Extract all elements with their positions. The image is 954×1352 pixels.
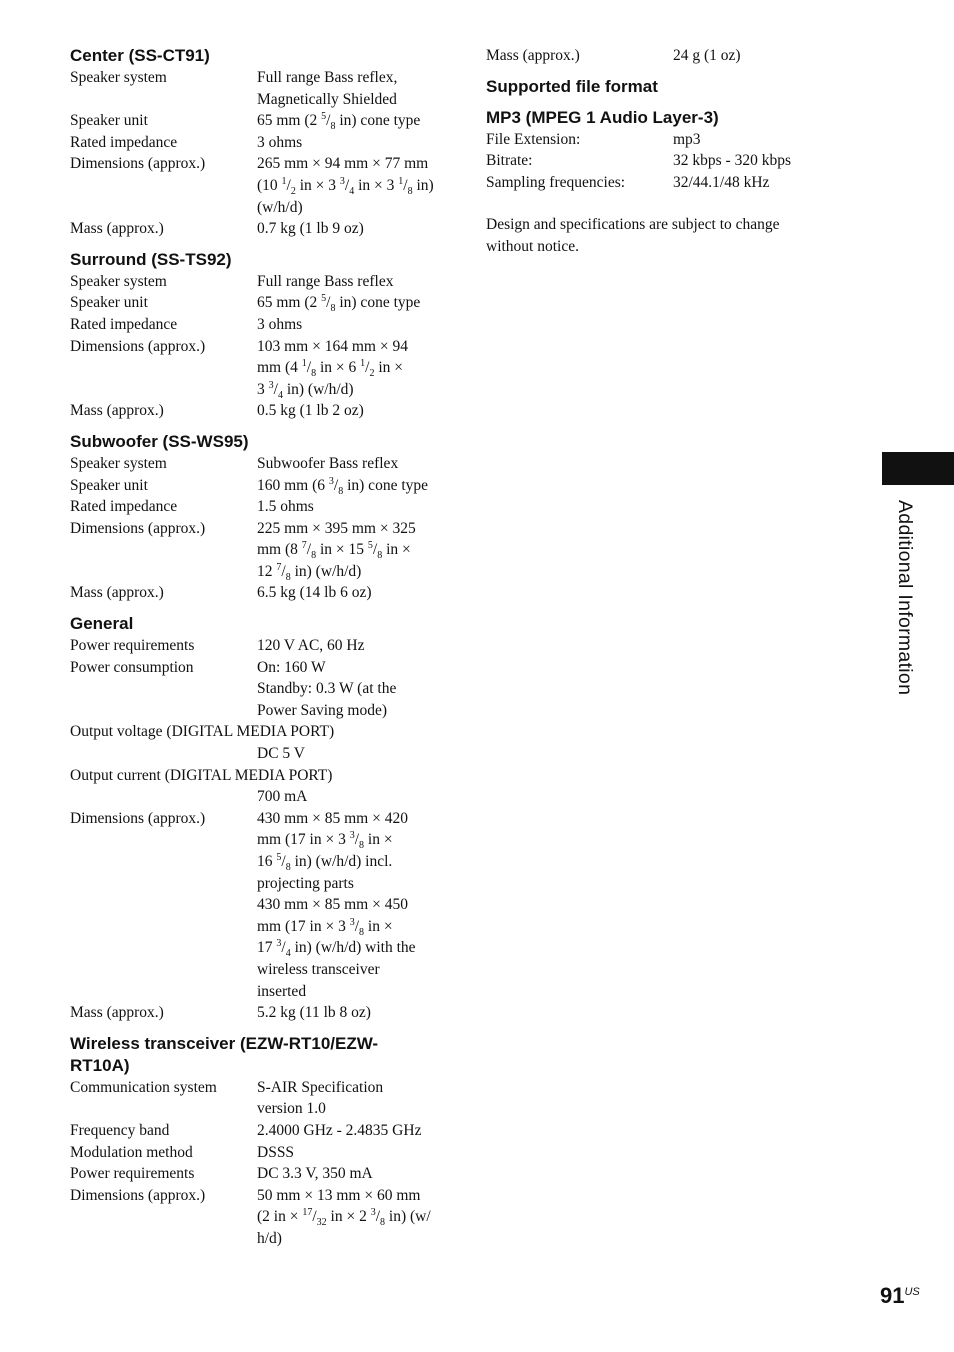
spec-value: 24 g (1 oz) [673, 47, 741, 64]
spec-value: 65 mm (2 $^5/_8$ in) cone type [257, 293, 421, 315]
spec-value: 3 ohms [257, 133, 303, 151]
surround-heading: Surround (SS-TS92) [70, 249, 232, 269]
spec-value-cont: 3 $^3/_4$ in) (w/h/d) [257, 379, 354, 401]
spec-label: Modulation method [70, 1143, 193, 1161]
spec-value: Full range Bass reflex, [257, 69, 398, 86]
spec-value: DSSS [257, 1143, 295, 1161]
subwoofer-heading: Subwoofer (SS-WS95) [70, 431, 249, 451]
spec-value: 0.7 kg (1 lb 9 oz) [257, 220, 364, 238]
spec-value: 430 mm × 85 mm × 420 [257, 809, 408, 827]
mp3-heading: MP3 (MPEG 1 Audio Layer-3) [486, 107, 719, 127]
spec-label: Output current (DIGITAL MEDIA PORT) [70, 766, 333, 784]
spec-value-cont: mm (4 $^1/_8$ in × 6 $^1/_2$ in × [257, 357, 404, 380]
spec-row [486, 129, 836, 151]
general-heading: General [70, 614, 134, 634]
spec-label: Speaker system [70, 69, 167, 86]
spec-row [70, 453, 450, 475]
spec-row [70, 1077, 450, 1099]
spec-label: Speaker unit [70, 294, 148, 312]
supported-format-heading: Supported file format [486, 76, 658, 96]
spec-label: Mass (approx.) [70, 584, 164, 602]
spec-value-cont: 700 mA [257, 788, 308, 806]
spec-row [70, 475, 450, 497]
page-number-suffix: US [904, 1286, 920, 1298]
spec-value-cont: Standby: 0.3 W (at the [257, 680, 397, 698]
spec-label: Mass (approx.) [70, 402, 164, 420]
spec-value-cont: (2 in × $^{17}/_{32}$ in × 2 $^3/_8$ in) (w/ [257, 1207, 431, 1229]
spec-value: 103 mm × 164 mm × 94 [257, 337, 408, 355]
page-number-value: 91 [880, 1283, 905, 1308]
spec-value-cont: mm (8 $^7/_8$ in × 15 $^5/_8$ in × [257, 540, 411, 562]
spec-label: Speaker unit [70, 112, 148, 130]
spec-value: 120 V AC, 60 Hz [257, 637, 365, 655]
spec-row [70, 67, 450, 89]
section-side-label: Additional Information [894, 500, 916, 696]
spec-value-cont: 430 mm × 85 mm × 450 [257, 896, 408, 914]
spec-label: Speaker unit [70, 476, 148, 494]
spec-row [486, 172, 836, 194]
spec-value: 2.4000 GHz - 2.4835 GHz [257, 1121, 422, 1139]
spec-row [70, 132, 450, 154]
spec-label: Speaker system [70, 272, 167, 290]
spec-value: 3 ohms [257, 315, 303, 333]
spec-label: Dimensions (approx.) [70, 337, 206, 355]
spec-value: 50 mm × 13 mm × 60 mm [257, 1186, 421, 1204]
spec-value-cont: DC 5 V [257, 745, 305, 763]
spec-label: Dimensions (approx.) [70, 809, 206, 827]
spec-row [70, 496, 450, 518]
spec-label: File Extension: [486, 130, 581, 148]
spec-value: mp3 [673, 130, 701, 148]
spec-row [70, 1185, 450, 1207]
spec-row [70, 110, 450, 132]
spec-value-cont: Power Saving mode) [257, 701, 388, 719]
spec-value: 6.5 kg (14 lb 6 oz) [257, 584, 372, 602]
disclaimer-note: Design and specifications are subject to change without notice. [486, 216, 780, 255]
spec-label: Rated impedance [70, 315, 178, 333]
spec-value: 32/44.1/48 kHz [673, 173, 770, 191]
spec-label: Power requirements [70, 1165, 195, 1183]
right-column [486, 45, 836, 258]
section-tab-marker [882, 452, 954, 485]
spec-row [70, 1120, 450, 1142]
spec-row [70, 271, 450, 293]
spec-value-cont: 16 $^5/_8$ in) (w/h/d) incl. [257, 851, 393, 874]
spec-label: Output voltage (DIGITAL MEDIA PORT) [70, 723, 335, 741]
spec-row [70, 153, 450, 175]
spec-row [70, 657, 450, 679]
spec-value: 225 mm × 395 mm × 325 [257, 519, 416, 537]
spec-row [70, 218, 450, 240]
spec-row [70, 292, 450, 314]
spec-value: 32 kbps - 320 kbps [673, 152, 791, 170]
spec-label: Rated impedance [70, 133, 178, 151]
wireless-heading: Wireless transceiver (EZW-RT10/EZW- RT10A) [70, 1033, 379, 1075]
spec-value: 65 mm (2 $^5/_8$ in) cone type [257, 111, 421, 133]
spec-row [70, 336, 450, 358]
spec-label: Sampling frequencies: [486, 173, 626, 191]
spec-value: 0.5 kg (1 lb 2 oz) [257, 402, 364, 420]
spec-row [70, 314, 450, 336]
page-number [880, 1283, 920, 1309]
spec-value-cont: (10 $^1/_2$ in × 3 $^3/_4$ in × 3 $^1/_8$ in) [257, 175, 434, 198]
spec-label: Communication system [70, 1078, 217, 1096]
center-heading: Center (SS-CT91) [70, 46, 210, 65]
spec-label: Bitrate: [486, 152, 533, 170]
spec-value-cont: mm (17 in × 3 $^3/_8$ in × [257, 830, 393, 852]
spec-label: Mass (approx.) [486, 47, 580, 64]
spec-value: Full range Bass reflex [257, 272, 394, 290]
spec-value: 5.2 kg (11 lb 8 oz) [257, 1004, 371, 1022]
spec-value-cont: h/d) [257, 1229, 282, 1247]
spec-value-cont: 17 $^3/_4$ in) (w/h/d) with the [257, 938, 416, 960]
spec-value: S-AIR Specification [257, 1078, 384, 1096]
spec-row [70, 518, 450, 540]
spec-row [486, 45, 836, 67]
left-column [70, 45, 450, 1250]
spec-value-cont: 12 $^7/_8$ in) (w/h/d) [257, 561, 362, 583]
spec-row [70, 400, 450, 422]
spec-label: Rated impedance [70, 498, 178, 516]
spec-label: Dimensions (approx.) [70, 519, 206, 537]
spec-row [70, 1002, 450, 1024]
spec-row [70, 582, 450, 604]
spec-value-cont: projecting parts [257, 874, 354, 892]
spec-value-cont: (w/h/d) [257, 198, 303, 216]
spec-label: Power consumption [70, 658, 194, 676]
spec-value-cont: Magnetically Shielded [257, 90, 397, 108]
spec-value: 160 mm (6 $^3/_8$ in) cone type [257, 475, 429, 497]
spec-value: On: 160 W [257, 658, 326, 676]
spec-value-cont: mm (17 in × 3 $^3/_8$ in × [257, 916, 393, 938]
spec-row [70, 635, 450, 657]
spec-row [70, 808, 450, 830]
spec-label: Power requirements [70, 637, 195, 655]
spec-label: Mass (approx.) [70, 220, 164, 238]
spec-label: Frequency band [70, 1121, 170, 1139]
spec-label: Mass (approx.) [70, 1004, 164, 1022]
spec-value-cont: wireless transceiver [257, 960, 380, 978]
spec-label: Dimensions (approx.) [70, 155, 206, 173]
spec-value: Subwoofer Bass reflex [257, 454, 399, 472]
spec-label: Speaker system [70, 454, 167, 472]
spec-row [486, 150, 836, 172]
spec-value: DC 3.3 V, 350 mA [257, 1165, 373, 1183]
spec-label: Dimensions (approx.) [70, 1186, 206, 1204]
spec-value-cont: inserted [257, 982, 307, 1000]
spec-row [70, 1142, 450, 1164]
spec-value: 1.5 ohms [257, 498, 314, 516]
spec-value: 265 mm × 94 mm × 77 mm [257, 155, 429, 173]
spec-value-cont: version 1.0 [257, 1100, 326, 1118]
spec-row [70, 1163, 450, 1185]
